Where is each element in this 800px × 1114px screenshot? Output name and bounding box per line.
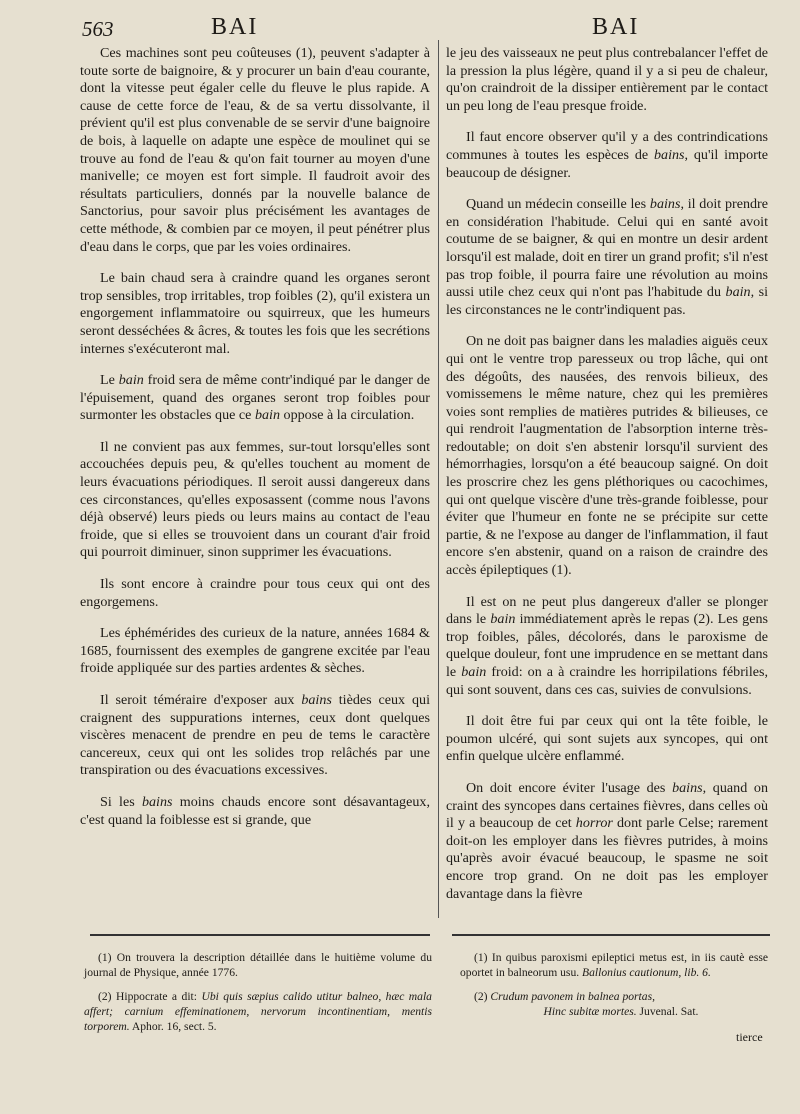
footnote-rule-right bbox=[452, 934, 770, 936]
running-head-right: BAI bbox=[592, 14, 640, 40]
paragraph: Les éphémérides des curieux de la nature, années 1684 & 1685, fournissent des exemples de gangrene excitée par l'eau froide appliquée sur des parties ardentes & sèches. bbox=[80, 625, 430, 677]
paragraph: On ne doit pas baigner dans les maladies aiguës ceux qui ont le ventre trop paresseux ou trop lâche, qui ont des dégoûts, des nausées, des renvois bilieux, des vomissemens le même nature, chez qui les premières voies sont remplies de matières putrides & bilieuses, ce qui rendroit l'augmentation de l'absorption interne très-redoutable; on doit s'en abstenir lorsqu'il survient des hémorrhagies, lorsqu'on a été beaucoup saigné. On doit les proscrire chez les gens pléthoriques ou cacochimes, qui ont quelque viscère d'une très-grande foiblesse, pour éviter que l'humeur en fonte ne se précipite sur cette partie, & ne l'expose au danger de l'inflammation, il faut encore s'en abstenir, quand on a raison de craindre des accès épileptiques (1). bbox=[446, 333, 768, 579]
paragraph: Ils sont encore à craindre pour tous ceux qui ont des engorgemens. bbox=[80, 576, 430, 610]
paragraph: le jeu des vaisseaux ne peut plus contrebalancer l'effet de la pression la plus légère, quand il y a si peu de chaleur, qu'on craindroit de la dissiper entièrement par le contact un peu long de l'eau presque froide. bbox=[446, 45, 768, 114]
page-number: 563 bbox=[82, 17, 114, 41]
paragraph: Il seroit téméraire d'exposer aux bains tièdes ceux qui craignent des suppurations internes, ceux dont quelques viscères menacent de prendre en peu de tems le caractère cancereux, ceux qui ont les solides trop relâchés par une transpiration ou des évacuations excessives. bbox=[80, 692, 430, 779]
paragraph: Ces machines sont peu coûteuses (1), peuvent s'adapter à toute sorte de baignoire, & y procurer un bain d'eau courante, dont la vitesse peut égaler celle du fleuve le plus rapide. A cause de cette force de l'eau, & de sa vertu dissolvante, il prévient qu'il est plus convenable de se servir d'une baignoire de bois, à laquelle on adapte une espèce de moulinet qui se trouve au fond de l'eau & qu'on fait tourner au moyen d'une manivelle; ce moyen est fort simple. Il faudroit avoir des résultats particuliers, donnés par la nouvelle balance de Sanctorius, pour savoir plus précisément les avantages de cette méthode, & combien par ce moyen, il peut pénétrer plus d'eau dans le corps, que par les voies ordinaires. bbox=[80, 45, 430, 255]
paragraph: Il ne convient pas aux femmes, sur-tout lorsqu'elles sont accouchées depuis peu, & qu'elles touchent au moment de leurs évacuations périodiques. Il seroit aussi dangereux dans ces circonstances, qu'elles exposassent (comme nous l'avons déjà observé) leurs pieds ou leurs mains au contact de l'eau froide, que si elles se trouvoient dans un courant d'air froid qui pourroit diminuer, sinon supprimer les évacuations. bbox=[80, 438, 430, 561]
right-column bbox=[446, 45, 768, 917]
paragraph: Quand un médecin conseille les bains, il doit prendre en considération l'habitude. Celui qui en santé avoit coutume de se baigner, & qui en montre un desir ardent lorsqu'il est malade, doit en tirer un grand profit; s'il n'est pas trop foible, il pourra faire une révolution au moins aussi utile chez ceux qui n'ont pas l'habitude du bain, si les circonstances ne le contr'indiquent pas. bbox=[446, 196, 768, 318]
running-head-left: BAI bbox=[211, 14, 259, 40]
paragraph: On doit encore éviter l'usage des bains, quand on craint des syncopes dans certaines fièvres, dans celles où il y a beaucoup de cet horror dont parle Celse; rarement doit-on les employer dans les fièvres putrides, à moins qu'après avoir évacué beaucoup, le spasme ne soit encore trop grand. On ne doit pas les employer davantage dans la fièvre bbox=[446, 779, 769, 902]
paragraph: Le bain chaud sera à craindre quand les organes seront trop sensibles, trop irritables, trop foibles (2), qu'il existera un engorgement inflammatoire ou squirreux, que les humeurs seront desséchées & âcres, & toutes les fois que les secrétions internes s'exécuteront mal. bbox=[80, 270, 430, 357]
paragraph: Il faut encore observer qu'il y a des contrindications communes à toutes les espèces de bains, qu'il importe beaucoup de désigner. bbox=[446, 129, 769, 181]
footnote: (1) On trouvera la description détaillée dans le huitième volume du journal de Physique, année 1776. bbox=[84, 951, 432, 979]
footnotes-right bbox=[460, 950, 768, 1019]
left-column bbox=[80, 45, 430, 843]
column-divider bbox=[438, 40, 439, 918]
paragraph: Si les bains moins chauds encore sont désavantageux, c'est quand la foiblesse est si grande, que bbox=[80, 793, 430, 828]
footnotes-left bbox=[84, 950, 432, 1043]
paragraph: Il est on ne peut plus dangereux d'aller se plonger dans le bain immédiatement après le repas (2). Les gens trop foibles, pâles, décolorés, dans le paroxisme de quelque douleur, font une imprudence en se mettant dans le bain froid: on a à craindre les horripilations fébriles, qui sont souvent, dans ces cas, suivies de convulsions. bbox=[446, 593, 768, 698]
catchword: tierce bbox=[736, 1030, 763, 1044]
paragraph: Le bain froid sera de même contr'indiqué par le danger de l'épuisement, quand des organes seront trop foibles pour surmonter les obstacles que ce bain oppose à la circulation. bbox=[80, 372, 430, 424]
paragraph: Il doit être fui par ceux qui ont la tête foible, le poumon ulcéré, qui sont sujets aux syncopes, qui ont enfin quelque ulcère enflammé. bbox=[446, 713, 768, 765]
footnote: (1) In quibus paroxismi epileptici metus est, in iis cautè esse oportet in balneorum usu. Ballonius cautionum, lib. 6. bbox=[460, 951, 768, 979]
footnote: (2) Crudum pavonem in balnea portas, Hinc subitæ mortes. Juvenal. Sat. bbox=[474, 990, 699, 1018]
footnote-rule-left bbox=[90, 934, 430, 936]
footnote: (2) Hippocrate a dit: Ubi quis sæpius calido utitur balneo, hæc mala affert; carnium effeminationem, nervorum incontinentiam, mentis torporem. Aphor. 16, sect. 5. bbox=[84, 990, 432, 1033]
